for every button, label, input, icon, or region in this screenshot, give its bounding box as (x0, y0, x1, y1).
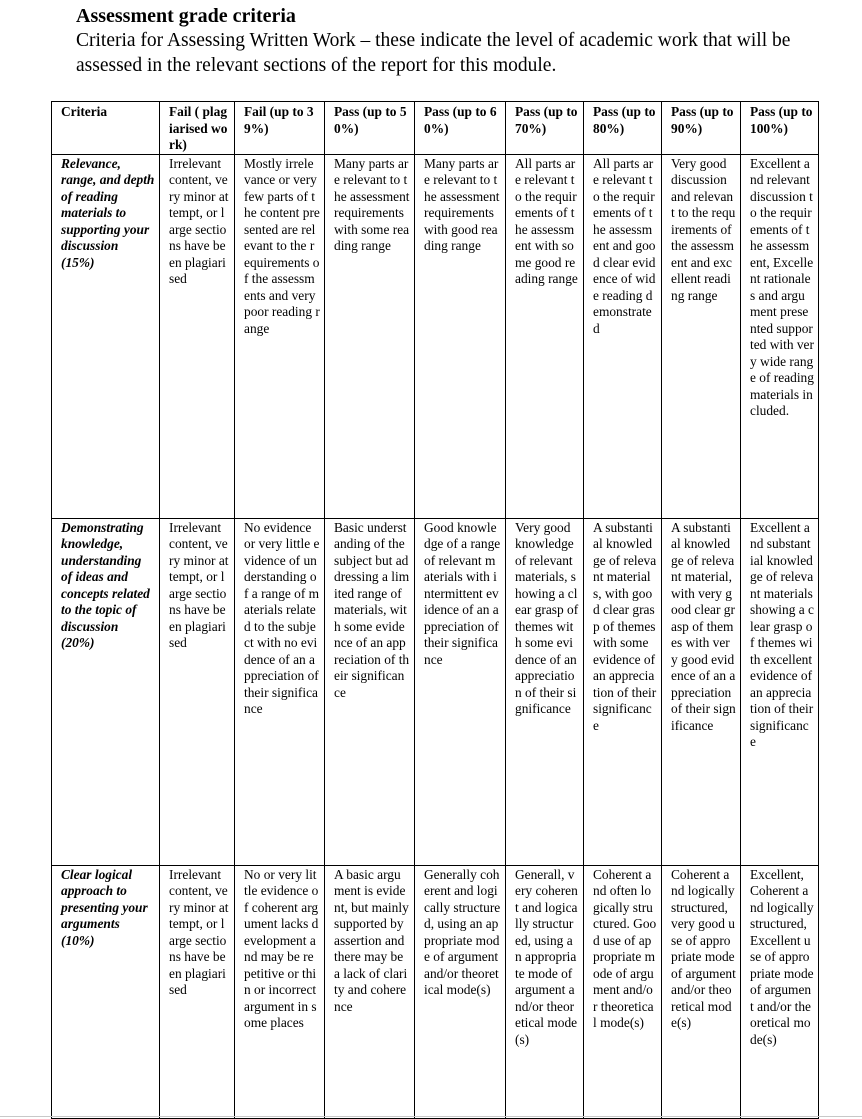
grade-cell: A basic argument is evident, but mainly supported by assertion and there may be a lack of clarity and coherence (325, 865, 415, 1118)
grade-cell: Many parts are relevant to the assessment requirements with some reading range (325, 154, 415, 518)
page-title: Assessment grade criteria (76, 5, 296, 27)
column-header-criteria: Criteria (52, 102, 160, 155)
criterion-cell: Demonstrating knowledge, understanding of ideas and concepts related to the topic of discussion (20%) (52, 518, 160, 865)
document-header (76, 4, 846, 78)
grade-cell: A substantial knowledge of relevant material, with very good clear grasp of themes with very good evidence of an appreciation of their significance (662, 518, 741, 865)
grade-cell: Coherent and logically structured, very good use of appropriate mode of argument and/or theoretical mode(s) (662, 865, 741, 1118)
table-row (52, 518, 819, 865)
grade-cell: Generall, very coherent and logically structured, using an appropriate mode of argument and/or theoretical mode(s) (506, 865, 584, 1118)
grade-cell: Basic understanding of the subject but addressing a limited range of materials, with some evidence of an appreciation of their significance (325, 518, 415, 865)
grade-cell: Excellent and substantial knowledge of relevant materials showing a clear grasp of themes with excellent evidence of an appreciation of their significance (741, 518, 819, 865)
grade-cell: No evidence or very little evidence of understanding of a range of materials related to the subject with no evidence of an appreciation of their significance (235, 518, 325, 865)
column-header-pass-100: Pass (up to 100%) (741, 102, 819, 155)
grade-cell: Generally coherent and logically structured, using an appropriate mode of argument and/or theoretical mode(s) (415, 865, 506, 1118)
table-row (52, 154, 819, 518)
grade-cell: Irrelevant content, very minor attempt, or large sections have been plagiarised (160, 154, 235, 518)
column-header-pass-90: Pass (up to 90%) (662, 102, 741, 155)
column-header-pass-50: Pass (up to 50%) (325, 102, 415, 155)
grade-cell: Irrelevant content, very minor attempt, or large sections have been plagiarised (160, 865, 235, 1118)
grade-cell: Irrelevant content, very minor attempt, or large sections have been plagiarised (160, 518, 235, 865)
grade-cell: Many parts are relevant to the assessment requirements with good reading range (415, 154, 506, 518)
criterion-cell: Clear logical approach to presenting your arguments (10%) (52, 865, 160, 1118)
grade-cell: Good knowledge of a range of relevant materials with intermittent evidence of an appreciation of their significance (415, 518, 506, 865)
column-header-pass-60: Pass (up to 60%) (415, 102, 506, 155)
column-header-pass-80: Pass (up to 80%) (584, 102, 662, 155)
grade-cell: Very good knowledge of relevant materials, showing a clear grasp of themes with some evidence of an appreciation of their significance (506, 518, 584, 865)
page-bottom-divider (0, 1116, 862, 1117)
column-header-fail-plagiarised: Fail ( plagiarised work) (160, 102, 235, 155)
grade-cell: All parts are relevant to the requirements of the assessment with some good reading range (506, 154, 584, 518)
grade-cell: All parts are relevant to the requirements of the assessment and good clear evidence of wide reading demonstrated (584, 154, 662, 518)
grade-cell: Very good discussion and relevant to the requirements of the assessment and excellent reading range (662, 154, 741, 518)
grade-cell: A substantial knowledge of relevant materials, with good clear grasp of themes with some evidence of an appreciation of their significance (584, 518, 662, 865)
grade-cell: Excellent and relevant discussion to the requirements of the assessment, Excellent rationales and argument presented supported with very wide range of reading materials included. (741, 154, 819, 518)
grade-cell: Coherent and often logically structured. Good use of appropriate mode of argument and/or theoretical mode(s) (584, 865, 662, 1118)
table-header-row (52, 102, 819, 155)
table-row (52, 865, 819, 1118)
column-header-pass-70: Pass (up to 70%) (506, 102, 584, 155)
grade-cell: No or very little evidence of coherent argument lacks development and may be repetitive or thin or incorrect argument in some places (235, 865, 325, 1118)
page-subtitle: Criteria for Assessing Written Work – these indicate the level of academic work that will be assessed in the relevant sections of the report for this module. (76, 30, 791, 76)
grade-criteria-table (51, 101, 819, 1119)
criterion-cell: Relevance, range, and depth of reading materials to supporting your discussion (15%) (52, 154, 160, 518)
grade-cell: Mostly irrelevance or very few parts of the content presented are relevant to the requirements of the assessments and very poor reading range (235, 154, 325, 518)
column-header-fail-39: Fail (up to 39%) (235, 102, 325, 155)
grade-cell: Excellent, Coherent and logically structured, Excellent use of appropriate mode of argument and/or theoretical mode(s) (741, 865, 819, 1118)
